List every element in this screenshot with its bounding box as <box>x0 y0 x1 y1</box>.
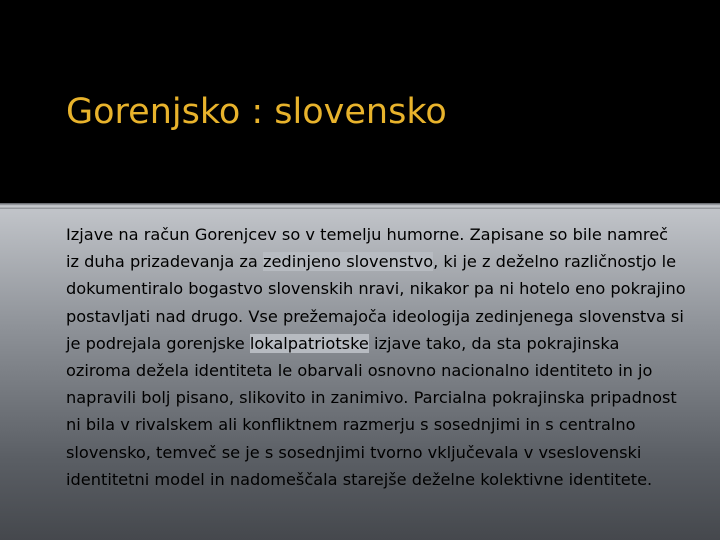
keyword-lokalpatriotske: lokalpatriotske <box>249 333 369 353</box>
title-band <box>0 0 720 203</box>
paragraph-text-part-1: Izjave na račun Gorenjcev so v temelju humorne. Zapisane so bile namreč iz duha prizadevanja za <box>66 225 669 272</box>
content-area <box>0 209 720 540</box>
slide-title: Gorenjsko : slovensko <box>66 92 447 132</box>
body-paragraph <box>66 221 686 493</box>
paragraph-text-part-3: izjave tako, da sta pokrajinska oziroma dežela identiteta le obarvali osnovno nacionalno identiteto in jo napravili bolj pisano, slikovito in zanimivo. Parcialna pokrajinska pripadnost ni bila v rivalskem ali konfliktnem razmerju s sosednjimi in s centralno slovensko, temveč se je s sosednjimi tvorno vključevala v vseslovenski identitetni model in nadomeščala starejše deželne kolektivne identitete. <box>66 333 677 489</box>
paragraph-text-part-2: , ki je z deželno različnostjo le dokumentiralo bogastvo slovenskih nravi, nikakor pa ni hotelo eno pokrajino postavljati nad drugo. Vse prežemajoča ideologija zedinjenega slovenstva si je podrejala gorenjske <box>66 252 686 353</box>
keyword-zedinjeno-slovenstvo: zedinjeno slovenstvo <box>262 252 434 272</box>
